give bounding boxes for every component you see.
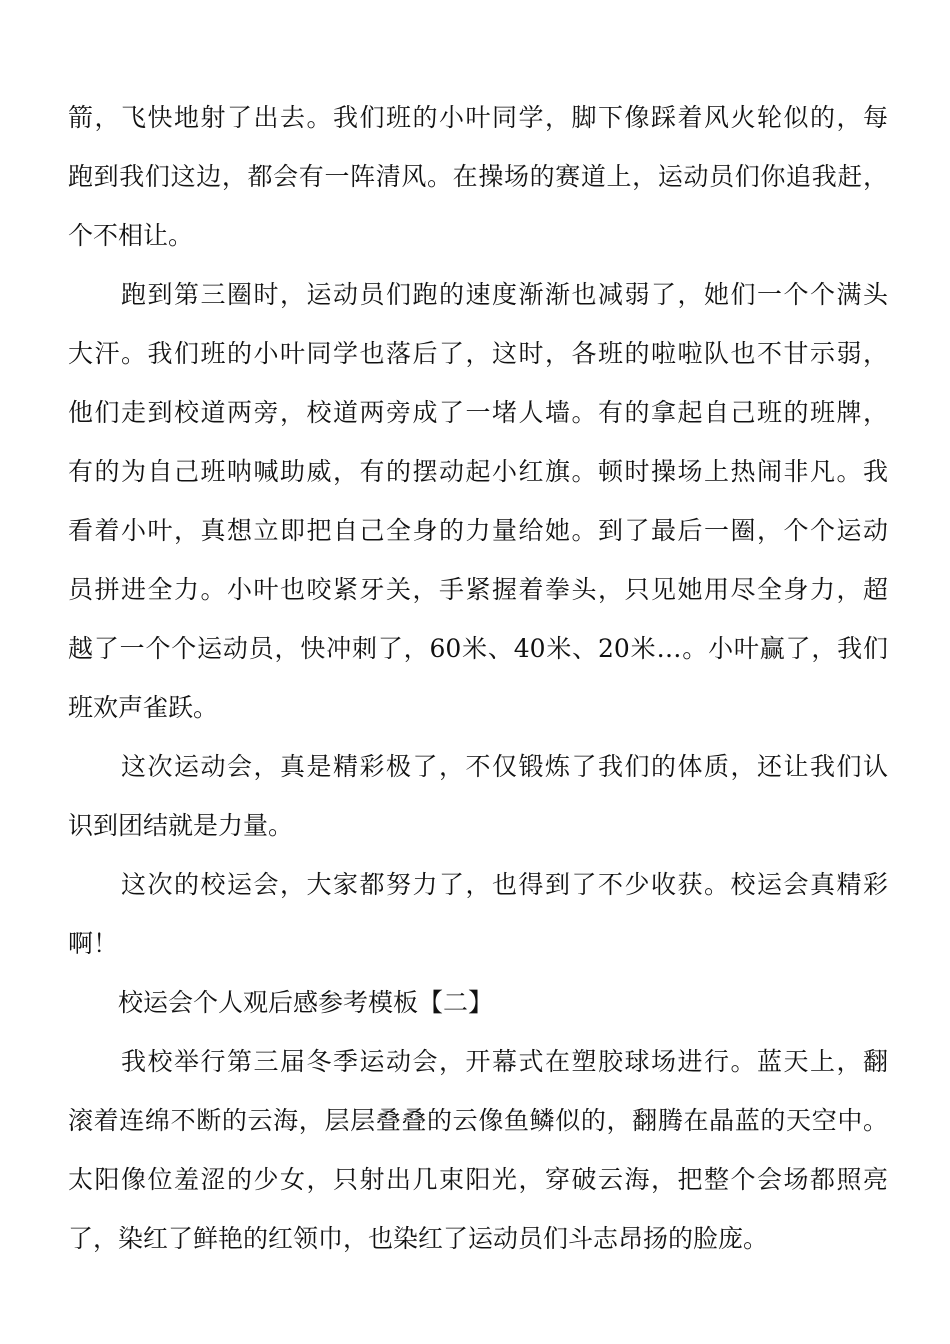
heading-line: 校运会个人观后感参考模板【二】 — [68, 988, 494, 1017]
text-line: 看着小叶，真想立即把自己全身的力量给她。到了最后一圈，个个运动 — [68, 516, 888, 545]
paragraph-1 — [68, 88, 888, 265]
text-line: 箭，飞快地射了出去。我们班的小叶同学，脚下像踩着风火轮似的，每 — [68, 103, 888, 132]
text-line: 跑到第三圈时，运动员们跑的速度渐渐也减弱了，她们一个个满头 — [68, 280, 888, 309]
text-line: 识到团结就是力量。 — [68, 811, 294, 840]
text-line: 跑到我们这边，都会有一阵清风。在操场的赛道上，运动员们你追我赶， — [68, 162, 888, 191]
section-heading — [68, 973, 888, 1032]
text-line: 滚着连绵不断的云海，层层叠叠的云像鱼鳞似的，翻腾在晶蓝的天空中。 — [68, 1106, 888, 1135]
text-line: 个不相让。 — [68, 221, 194, 250]
paragraph-3 — [68, 737, 888, 855]
text-line: 这次运动会，真是精彩极了，不仅锻炼了我们的体质，还让我们认 — [68, 752, 888, 781]
document-body — [68, 88, 888, 1268]
text-line: 有的为自己班呐喊助威，有的摆动起小红旗。顿时操场上热闹非凡。我 — [68, 457, 888, 486]
text-line: 他们走到校道两旁，校道两旁成了一堵人墙。有的拿起自己班的班牌， — [68, 398, 888, 427]
text-line: 大汗。我们班的小叶同学也落后了，这时，各班的啦啦队也不甘示弱， — [68, 339, 888, 368]
paragraph-4 — [68, 855, 888, 973]
text-line: 班欢声雀跃。 — [68, 693, 219, 722]
text-line: 了，染红了鲜艳的红领巾，也染红了运动员们斗志昂扬的脸庞。 — [68, 1224, 769, 1253]
paragraph-2 — [68, 265, 888, 737]
text-line: 我校举行第三届冬季运动会，开幕式在塑胶球场进行。蓝天上，翻 — [68, 1047, 888, 1076]
text-line: 啊！ — [68, 929, 119, 958]
text-line: 越了一个个运动员，快冲刺了，60米、40米、20米…。小叶赢了，我们 — [68, 634, 888, 663]
text-line: 太阳像位羞涩的少女，只射出几束阳光，穿破云海，把整个会场都照亮 — [68, 1165, 888, 1194]
text-line: 这次的校运会，大家都努力了，也得到了不少收获。校运会真精彩 — [68, 870, 888, 899]
text-line: 员拼进全力。小叶也咬紧牙关，手紧握着拳头，只见她用尽全身力，超 — [68, 575, 888, 604]
paragraph-5 — [68, 1032, 888, 1268]
